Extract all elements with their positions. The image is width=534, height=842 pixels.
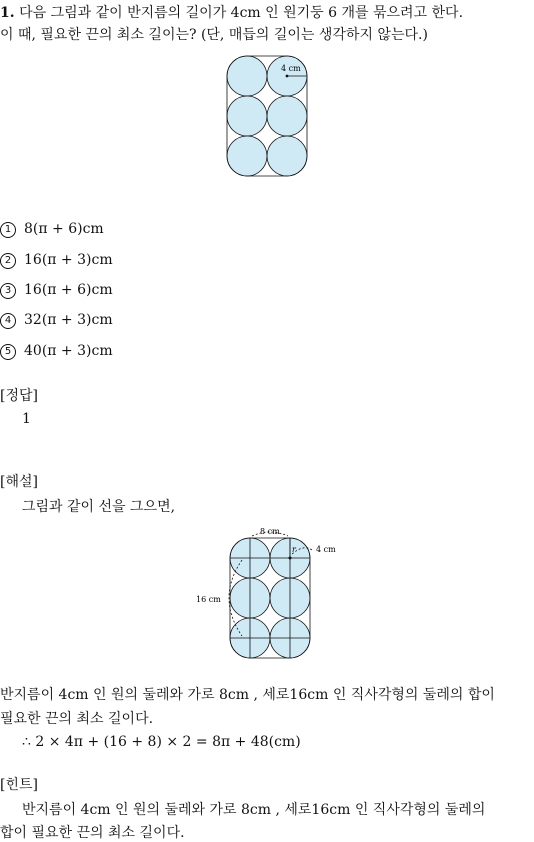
question-number: 1. [0,5,15,21]
question-line-1 [0,2,463,22]
radius-label: 4 cm [281,64,301,73]
explanation-text-1: 반지름이 4cm 인 원의 둘레와 가로 8cm , 세로16cm 인 직사각형의 둘레의 합이 [0,687,495,703]
answer-value: 1 [22,411,31,427]
hint-heading: [힌트] [0,777,38,793]
choice-marker: 1 [0,222,16,238]
answer-heading: [정답] [0,388,38,404]
hint-text-2: 합이 필요한 끈의 최소 길이다. [0,825,185,841]
hint-text-1: 반지름이 4cm 인 원의 둘레와 가로 8cm , 세로16cm 인 직사각형의 둘레의 [22,802,486,818]
explanation-formula: ∴ 2 × 4π + (16 + 8) × 2 = 8π + 48(cm) [22,734,301,750]
explanation-heading: [해설] [0,474,38,490]
question-text-2: 이 때, 필요한 끈의 최소 길이는? (단, 매듭의 길이는 생각하지 않는다.) [0,27,428,43]
cylinder-circle [227,96,267,136]
choice-3[interactable] [0,282,113,299]
choice-4[interactable] [0,312,113,329]
radius-label: 4 cm [316,545,336,554]
choice-1[interactable] [0,221,104,238]
explanation-figure [192,524,342,660]
cylinders-figure [225,54,313,180]
choice-text: 16(π + 3)cm [24,252,113,268]
center-dot [289,557,292,560]
explanation-text-2: 필요한 끈의 최소 길이다. [0,711,154,727]
choice-marker: 4 [0,313,16,329]
width-label: 8 cm [260,527,280,536]
question-text-1: 다음 그림과 같이 반지름의 길이가 4cm 인 원기둥 6 개를 묶으려고 한다. [19,5,464,21]
explanation-intro: 그림과 같이 선을 그으면, [22,499,176,515]
choice-5[interactable] [0,343,113,360]
center-dot [286,75,289,78]
choice-text: 40(π + 3)cm [24,343,113,359]
r-mark: r [292,545,296,554]
choice-marker: 2 [0,253,16,269]
height-label: 16 cm [196,595,221,604]
cylinder-circle [267,96,307,136]
choice-marker: 5 [0,344,16,360]
choice-text: 8(π + 6)cm [24,221,104,237]
choice-2[interactable] [0,252,113,269]
choice-marker: 3 [0,283,16,299]
choice-text: 16(π + 6)cm [24,282,113,298]
choice-text: 32(π + 3)cm [24,312,113,328]
